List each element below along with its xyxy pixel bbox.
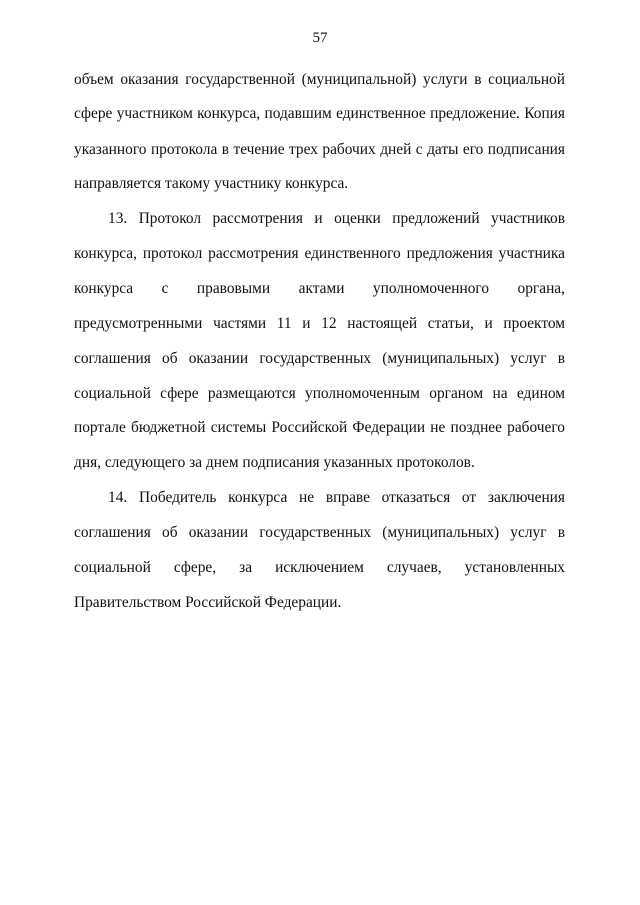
text-line: конкурса, протокол рассмотрения единственного предложения участника [74,245,565,262]
text-line: указанного протокола в течение трех рабочих дней с даты его подписания [74,141,565,158]
text-line: 14. Победитель конкурса не вправе отказаться от заключения [108,489,565,506]
page-number: 57 [312,30,328,46]
text-line: социальной сфере, за исключением случаев, установленных [74,559,565,576]
text-line: соглашения об оказании государственных (муниципальных) услуг в [74,350,565,367]
text-line: предусмотренными частями 11 и 12 настоящей статьи, и проектом [74,315,565,332]
text-line: социальной сфере размещаются уполномоченным органом на едином [74,385,565,402]
text-line: объем оказания государственной (муниципальной) услуги в социальной [74,71,565,88]
text-line: Правительством Российской Федерации. [74,594,342,611]
text-line: направляется такому участнику конкурса. [74,175,349,192]
text-line: 13. Протокол рассмотрения и оценки предложений участников [108,210,565,227]
text-line: соглашения об оказании государственных (муниципальных) услуг в [74,524,565,541]
text-line: портале бюджетной системы Российской Федерации не позднее рабочего [74,419,565,436]
text-line: конкурса с правовыми актами уполномоченного органа, [74,280,565,297]
text-line: дня, следующего за днем подписания указанных протоколов. [74,454,475,471]
text-line: сфере участником конкурса, подавшим единственное предложение. Копия [74,105,565,122]
